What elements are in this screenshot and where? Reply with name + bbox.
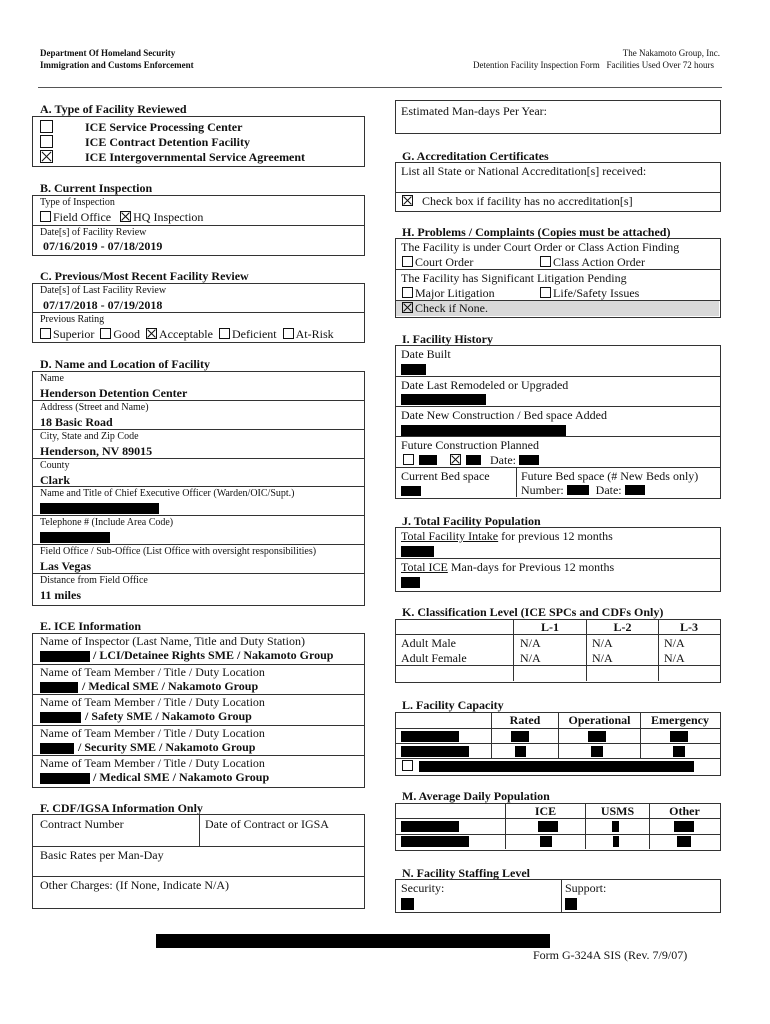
life-safety-option: Life/Safety Issues bbox=[540, 286, 639, 301]
section-a-title: A. Type of Facility Reviewed bbox=[40, 102, 187, 116]
checkbox-spc[interactable] bbox=[40, 120, 53, 133]
litigation-label: The Facility has Significant Litigation Pending bbox=[401, 271, 627, 285]
classification-cell: N/A bbox=[664, 636, 685, 650]
redaction-capacity bbox=[511, 731, 529, 742]
checkbox-none[interactable] bbox=[402, 302, 413, 313]
redaction-capacity-note bbox=[419, 761, 694, 772]
redaction-member bbox=[40, 712, 81, 723]
checkbox-life-safety[interactable] bbox=[540, 287, 551, 298]
level-header: L-2 bbox=[613, 620, 632, 634]
redaction-future-yes bbox=[466, 455, 481, 465]
redaction-support bbox=[565, 898, 577, 910]
contract-date-label: Date of Contract or IGSA bbox=[205, 817, 329, 831]
basic-rates-label: Basic Rates per Man-Day bbox=[40, 848, 164, 862]
redaction-population bbox=[540, 836, 552, 847]
no-accreditation-option: Check box if facility has no accreditation[s] bbox=[402, 194, 633, 209]
section-b-title: B. Current Inspection bbox=[40, 181, 153, 195]
classification-cell: N/A bbox=[592, 651, 613, 665]
checkbox-igsa[interactable] bbox=[40, 150, 53, 163]
checkbox-major-litigation[interactable] bbox=[402, 287, 413, 298]
classification-row-label: Adult Male bbox=[401, 636, 456, 650]
court-order-options: Court Order bbox=[402, 255, 473, 270]
capacity-header: Rated bbox=[509, 713, 541, 727]
level-header: L-3 bbox=[680, 620, 698, 634]
redaction-capacity bbox=[673, 746, 685, 757]
member-value: / Safety SME / Nakamoto Group bbox=[85, 709, 252, 723]
member-value: / Medical SME / Nakamoto Group bbox=[93, 770, 270, 784]
review-dates-label: Date[s] of Facility Review bbox=[40, 227, 147, 238]
redaction-member bbox=[40, 682, 78, 693]
member-value: / Security SME / Nakamoto Group bbox=[78, 740, 256, 754]
header-rule bbox=[38, 87, 722, 88]
checkbox-cdf[interactable] bbox=[40, 135, 53, 148]
section-f-title: F. CDF/IGSA Information Only bbox=[40, 801, 203, 815]
classification-cell: N/A bbox=[592, 636, 613, 650]
section-n-title: N. Facility Staffing Level bbox=[402, 866, 530, 880]
contract-number-label: Contract Number bbox=[40, 817, 124, 831]
redaction-member bbox=[40, 743, 74, 754]
section-j-title: J. Total Facility Population bbox=[402, 514, 541, 528]
checkbox-deficient[interactable] bbox=[219, 328, 230, 339]
inspector-value: / LCI/Detainee Rights SME / Nakamoto Group bbox=[93, 648, 334, 662]
member-label: Name of Team Member / Title / Duty Location bbox=[40, 695, 265, 709]
redaction-inspector bbox=[40, 651, 90, 662]
mandays-label: Estimated Man-days Per Year: bbox=[401, 104, 547, 118]
date-built-label: Date Built bbox=[401, 347, 451, 361]
redaction-future-number bbox=[567, 485, 589, 495]
redaction-future-bed-date bbox=[625, 485, 645, 495]
section-g-title: G. Accreditation Certificates bbox=[402, 149, 549, 163]
last-review-value: 07/17/2018 - 07/19/2018 bbox=[43, 298, 163, 312]
checkbox-good[interactable] bbox=[100, 328, 111, 339]
capacity-header: Operational bbox=[568, 713, 631, 727]
inspector-label: Name of Inspector (Last Name, Title and Duty Station) bbox=[40, 634, 305, 648]
form-number: Form G-324A SIS (Rev. 7/9/07) bbox=[533, 948, 688, 962]
major-litigation-option: Major Litigation bbox=[402, 286, 495, 301]
checkbox-no-accreditation[interactable] bbox=[402, 195, 413, 206]
phone-label: Telephone # (Include Area Code) bbox=[40, 517, 174, 528]
section-h-title: H. Problems / Complaints (Copies must be attached) bbox=[402, 225, 671, 239]
agency-name: Immigration and Customs Enforcement bbox=[40, 60, 194, 70]
total-ice-label: Total ICE Man-days for Previous 12 months bbox=[401, 560, 615, 574]
redaction-new-construction bbox=[401, 425, 566, 436]
facility-type-option[interactable]: ICE Intergovernmental Service Agreement bbox=[40, 150, 305, 165]
classification-row-label: Adult Female bbox=[401, 651, 467, 665]
previous-rating-label: Previous Rating bbox=[40, 314, 105, 325]
city-value: Henderson, NV 89015 bbox=[40, 444, 153, 458]
future-construction-label: Future Construction Planned bbox=[401, 438, 539, 452]
none-option: Check if None. bbox=[402, 301, 488, 316]
review-dates-value: 07/16/2019 - 07/18/2019 bbox=[43, 239, 163, 253]
redaction-population bbox=[538, 821, 558, 832]
ceo-label: Name and Title of Chief Executive Officer (Warden/OIC/Supt.) bbox=[40, 488, 295, 499]
redaction-capacity bbox=[401, 731, 459, 742]
classification-cell: N/A bbox=[520, 651, 541, 665]
company-name: The Nakamoto Group, Inc. bbox=[622, 48, 720, 58]
facility-name-label: Name bbox=[40, 373, 64, 384]
facility-type-option[interactable]: ICE Contract Detention Facility bbox=[40, 135, 305, 150]
population-header: USMS bbox=[600, 804, 635, 818]
new-construction-label: Date New Construction / Bed space Added bbox=[401, 408, 607, 422]
checkbox-at-risk[interactable] bbox=[283, 328, 294, 339]
capacity-header: Emergency bbox=[651, 713, 709, 727]
redaction-capacity bbox=[515, 746, 526, 757]
redaction-signature bbox=[156, 934, 550, 948]
section-d-title: D. Name and Location of Facility bbox=[40, 357, 210, 371]
member-label: Name of Team Member / Title / Duty Location bbox=[40, 665, 265, 679]
redaction-future-date bbox=[519, 455, 539, 465]
previous-rating-options: Superior Good Acceptable Deficient At-Risk bbox=[40, 327, 334, 342]
checkbox-hq-inspection[interactable] bbox=[120, 211, 131, 222]
section-c-title: C. Previous/Most Recent Facility Review bbox=[40, 269, 249, 283]
member-label: Name of Team Member / Title / Duty Location bbox=[40, 726, 265, 740]
checkbox-court-order[interactable] bbox=[402, 256, 413, 267]
dept-name: Department Of Homeland Security bbox=[40, 48, 176, 58]
redaction-member bbox=[40, 773, 90, 784]
section-k-title: K. Classification Level (ICE SPCs and CDFs Only) bbox=[402, 605, 664, 619]
redaction-population bbox=[677, 836, 691, 847]
field-office-value: Las Vegas bbox=[40, 559, 92, 573]
redaction-date-built bbox=[401, 364, 426, 375]
distance-label: Distance from Field Office bbox=[40, 575, 148, 586]
distance-value: 11 miles bbox=[40, 588, 81, 602]
facility-type-option[interactable]: ICE Service Processing Center bbox=[40, 120, 305, 135]
checkbox-acceptable[interactable] bbox=[146, 328, 157, 339]
security-label: Security: bbox=[401, 881, 445, 895]
classification-cell: N/A bbox=[664, 651, 685, 665]
redaction-population bbox=[401, 821, 459, 832]
inspection-type-options: Field Office HQ Inspection bbox=[40, 210, 203, 225]
classification-cell: N/A bbox=[520, 636, 541, 650]
checkbox-future-yes[interactable] bbox=[450, 454, 461, 465]
redaction-remodeled bbox=[401, 394, 486, 405]
total-intake-label: Total Facility Intake for previous 12 months bbox=[401, 529, 613, 543]
facility-type-list bbox=[40, 120, 305, 165]
redaction-capacity bbox=[591, 746, 603, 757]
checkbox-field-office[interactable] bbox=[40, 211, 51, 222]
member-value: / Medical SME / Nakamoto Group bbox=[82, 679, 259, 693]
capacity-checkbox-row bbox=[402, 760, 415, 773]
future-bed-label: Future Bed space (# New Beds only) bbox=[521, 469, 699, 483]
checkbox-capacity[interactable] bbox=[402, 760, 413, 771]
county-value: Clark bbox=[40, 473, 70, 487]
redaction-total-ice bbox=[401, 577, 420, 588]
section-m-title: M. Average Daily Population bbox=[402, 789, 550, 803]
facility-name-value: Henderson Detention Center bbox=[40, 386, 188, 400]
inspection-type-label: Type of Inspection bbox=[40, 197, 115, 208]
redaction-future-no bbox=[419, 455, 437, 465]
redaction-capacity bbox=[401, 746, 469, 757]
county-label: County bbox=[40, 460, 70, 471]
current-bed-label: Current Bed space bbox=[401, 469, 490, 483]
redaction-population bbox=[612, 821, 619, 832]
court-order-label: The Facility is under Court Order or Class Action Finding bbox=[401, 240, 680, 254]
last-review-label: Date[s] of Last Facility Review bbox=[40, 285, 167, 296]
redaction-population bbox=[613, 836, 619, 847]
member-label: Name of Team Member / Title / Duty Location bbox=[40, 756, 265, 770]
section-l-title: L. Facility Capacity bbox=[402, 698, 504, 712]
level-header: L-1 bbox=[541, 620, 559, 634]
checkbox-superior[interactable] bbox=[40, 328, 51, 339]
redaction-ceo bbox=[40, 503, 159, 514]
city-label: City, State and Zip Code bbox=[40, 431, 139, 442]
accreditation-list-label: List all State or National Accreditation[s] received: bbox=[401, 164, 647, 178]
redaction-population bbox=[674, 821, 694, 832]
section-e-title: E. ICE Information bbox=[40, 619, 142, 633]
form-title: Detention Facility Inspection Form Facilities Used Over 72 hours bbox=[473, 60, 714, 70]
redaction-capacity bbox=[670, 731, 688, 742]
future-bed-values: Number: Date: bbox=[521, 483, 645, 498]
checkbox-future-no[interactable] bbox=[403, 454, 414, 465]
redaction-security bbox=[401, 898, 414, 910]
redaction-capacity bbox=[588, 731, 606, 742]
redaction-population bbox=[401, 836, 469, 847]
redaction-current-bed bbox=[401, 486, 421, 496]
remodeled-label: Date Last Remodeled or Upgraded bbox=[401, 378, 569, 392]
class-action-option: Class Action Order bbox=[540, 255, 645, 270]
redaction-phone bbox=[40, 532, 110, 543]
other-charges-label: Other Charges: (If None, Indicate N/A) bbox=[40, 878, 230, 892]
future-construction-options: Date: bbox=[403, 453, 539, 468]
section-i-title: I. Facility History bbox=[402, 332, 493, 346]
support-label: Support: bbox=[565, 881, 607, 895]
population-header: Other bbox=[669, 804, 700, 818]
redaction-total-intake bbox=[401, 546, 434, 557]
address-value: 18 Basic Road bbox=[40, 415, 113, 429]
address-label: Address (Street and Name) bbox=[40, 402, 149, 413]
field-office-label: Field Office / Sub-Office (List Office with oversight responsibilities) bbox=[40, 546, 317, 557]
population-header: ICE bbox=[534, 804, 557, 818]
checkbox-class-action[interactable] bbox=[540, 256, 551, 267]
